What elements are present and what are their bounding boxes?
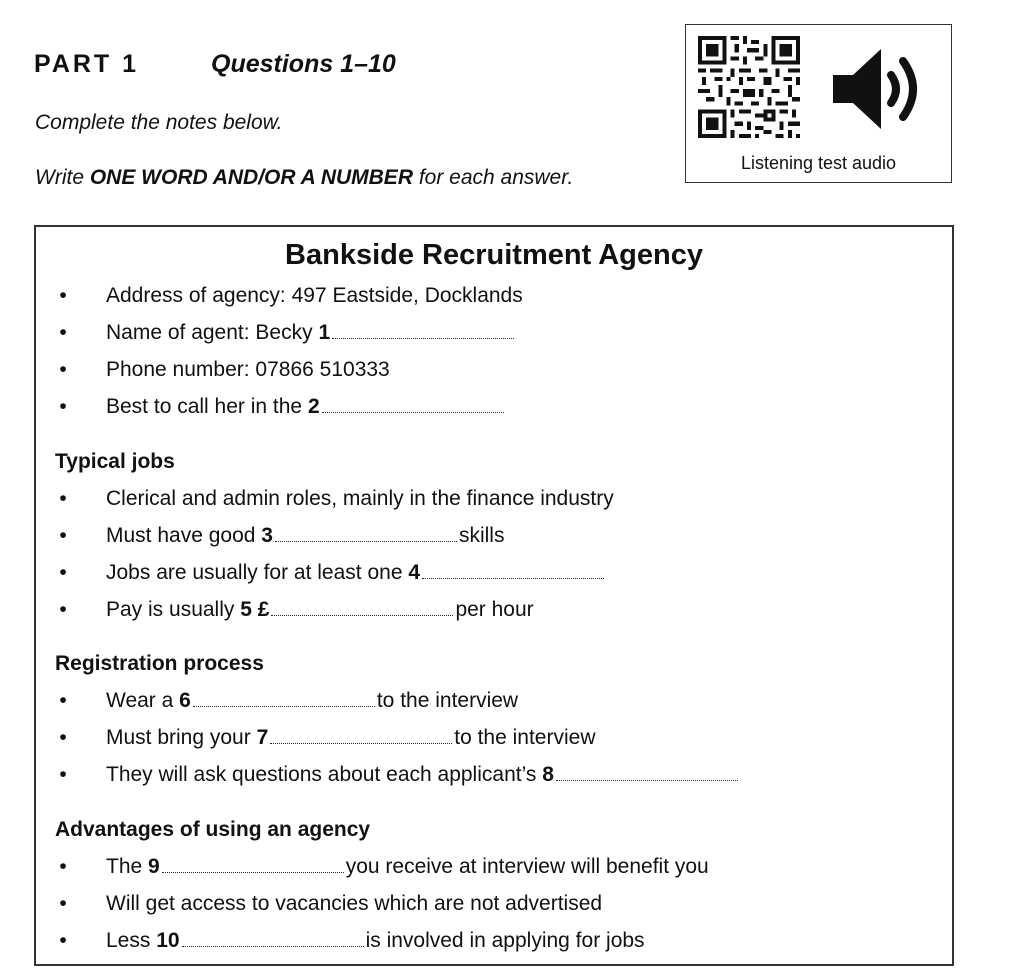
note-item-pre: Less	[106, 929, 157, 952]
answer-gap-9[interactable]	[162, 855, 344, 873]
note-item	[54, 561, 942, 589]
note-item-text	[106, 561, 606, 585]
question-number: 10	[156, 929, 180, 952]
bullet-icon: •	[59, 561, 67, 584]
qr-code-icon[interactable]	[698, 36, 800, 138]
note-item	[54, 689, 942, 717]
note-item-post: to the interview	[454, 726, 596, 749]
note-item-text	[106, 892, 602, 916]
instruction-word-limit-pre: Write	[35, 166, 90, 189]
note-item-post: you receive at interview will benefit you	[345, 855, 709, 878]
note-item-pre: Name of agent: Becky	[106, 321, 319, 344]
note-item-text	[106, 284, 523, 308]
note-item-pre: Wear a	[106, 689, 180, 712]
question-number: 4	[408, 561, 421, 584]
note-item-pre: They will ask questions about each applicant’s	[106, 763, 543, 786]
note-item-text	[106, 763, 740, 787]
bullet-icon: •	[59, 855, 67, 878]
answer-gap-3[interactable]	[275, 524, 457, 542]
answer-gap-1[interactable]	[332, 321, 514, 339]
answer-gap-6[interactable]	[193, 689, 375, 707]
bullet-icon: •	[59, 689, 67, 712]
note-item	[54, 395, 942, 423]
note-item-text	[106, 487, 614, 511]
answer-gap-5[interactable]	[271, 598, 453, 616]
bullet-icon: •	[59, 487, 67, 510]
note-item-text	[106, 726, 596, 750]
note-item-pre: Will get access to vacancies which are not advertised	[106, 892, 603, 915]
bullet-icon: •	[59, 726, 67, 749]
answer-gap-4[interactable]	[422, 561, 604, 579]
note-item	[54, 487, 942, 515]
note-item-text	[106, 689, 518, 713]
note-item	[54, 358, 942, 386]
note-item-pre: Address of agency: 497 Eastside, Docklands	[106, 284, 523, 307]
note-item	[54, 726, 942, 754]
note-item-text	[106, 321, 516, 345]
bullet-icon: •	[59, 395, 67, 418]
answer-gap-10[interactable]	[182, 929, 364, 947]
note-item-pre: Must have good	[106, 524, 262, 547]
note-item-pre: Best to call her in the	[106, 395, 308, 418]
questions-label: Questions 1–10	[211, 50, 396, 78]
bullet-icon: •	[59, 598, 67, 621]
note-item-post: skills	[458, 524, 505, 547]
question-number: 2	[307, 395, 320, 418]
question-number: 6	[179, 689, 191, 712]
note-item-pre: Phone number: 07866 510333	[106, 358, 390, 381]
instruction-word-limit	[35, 166, 573, 190]
note-item	[54, 892, 942, 920]
note-item-text	[106, 855, 709, 879]
bullet-icon: •	[59, 284, 67, 307]
note-item-text	[106, 929, 645, 953]
note-item	[54, 855, 942, 883]
note-item-text	[106, 598, 534, 622]
note-item-pre: Pay is usually	[106, 598, 241, 621]
answer-gap-2[interactable]	[322, 395, 504, 413]
note-item-post: is involved in applying for jobs	[365, 929, 645, 952]
note-item	[54, 929, 942, 957]
note-item-text	[106, 395, 506, 419]
question-number: 8	[542, 763, 554, 786]
note-item-text	[106, 524, 504, 548]
bullet-icon: •	[59, 358, 67, 381]
note-item-post: to the interview	[376, 689, 519, 712]
bullet-icon: •	[59, 892, 67, 915]
note-item-pre: Clerical and admin roles, mainly in the finance industry	[106, 487, 614, 510]
question-number: 1	[318, 321, 331, 344]
bullet-icon: •	[59, 763, 67, 786]
audio-panel[interactable]	[685, 24, 952, 183]
question-number: 5 £	[240, 598, 270, 621]
note-item-pre: The	[106, 855, 149, 878]
section-heading: Advantages of using an agency	[55, 818, 371, 841]
note-item	[54, 524, 942, 552]
answer-gap-8[interactable]	[556, 763, 738, 781]
question-number: 9	[148, 855, 160, 878]
note-item	[54, 321, 942, 349]
note-item-post: per hour	[455, 598, 534, 621]
instruction-word-limit-post: for each answer.	[412, 166, 574, 189]
question-number: 7	[256, 726, 269, 749]
notes-box	[34, 225, 954, 966]
note-item-text	[106, 358, 390, 382]
note-item-pre: Jobs are usually for at least one	[106, 561, 409, 584]
section-heading: Typical jobs	[55, 450, 175, 473]
speaker-icon[interactable]	[831, 45, 925, 133]
bullet-icon: •	[59, 524, 67, 547]
notes-title: Bankside Recruitment Agency	[285, 239, 703, 271]
note-item	[54, 598, 942, 626]
part-label: PART 1	[34, 50, 140, 78]
note-item-pre: Must bring your	[106, 726, 257, 749]
question-number: 3	[261, 524, 273, 547]
bullet-icon: •	[59, 321, 67, 344]
instruction-complete-notes: Complete the notes below.	[35, 111, 283, 134]
answer-gap-7[interactable]	[270, 726, 452, 744]
audio-caption: Listening test audio	[740, 153, 897, 173]
section-heading: Registration process	[55, 652, 264, 675]
bullet-icon: •	[59, 929, 67, 952]
instruction-word-limit-bold: ONE WORD AND/OR A NUMBER	[89, 166, 413, 189]
note-item	[54, 284, 942, 312]
note-item	[54, 763, 942, 791]
